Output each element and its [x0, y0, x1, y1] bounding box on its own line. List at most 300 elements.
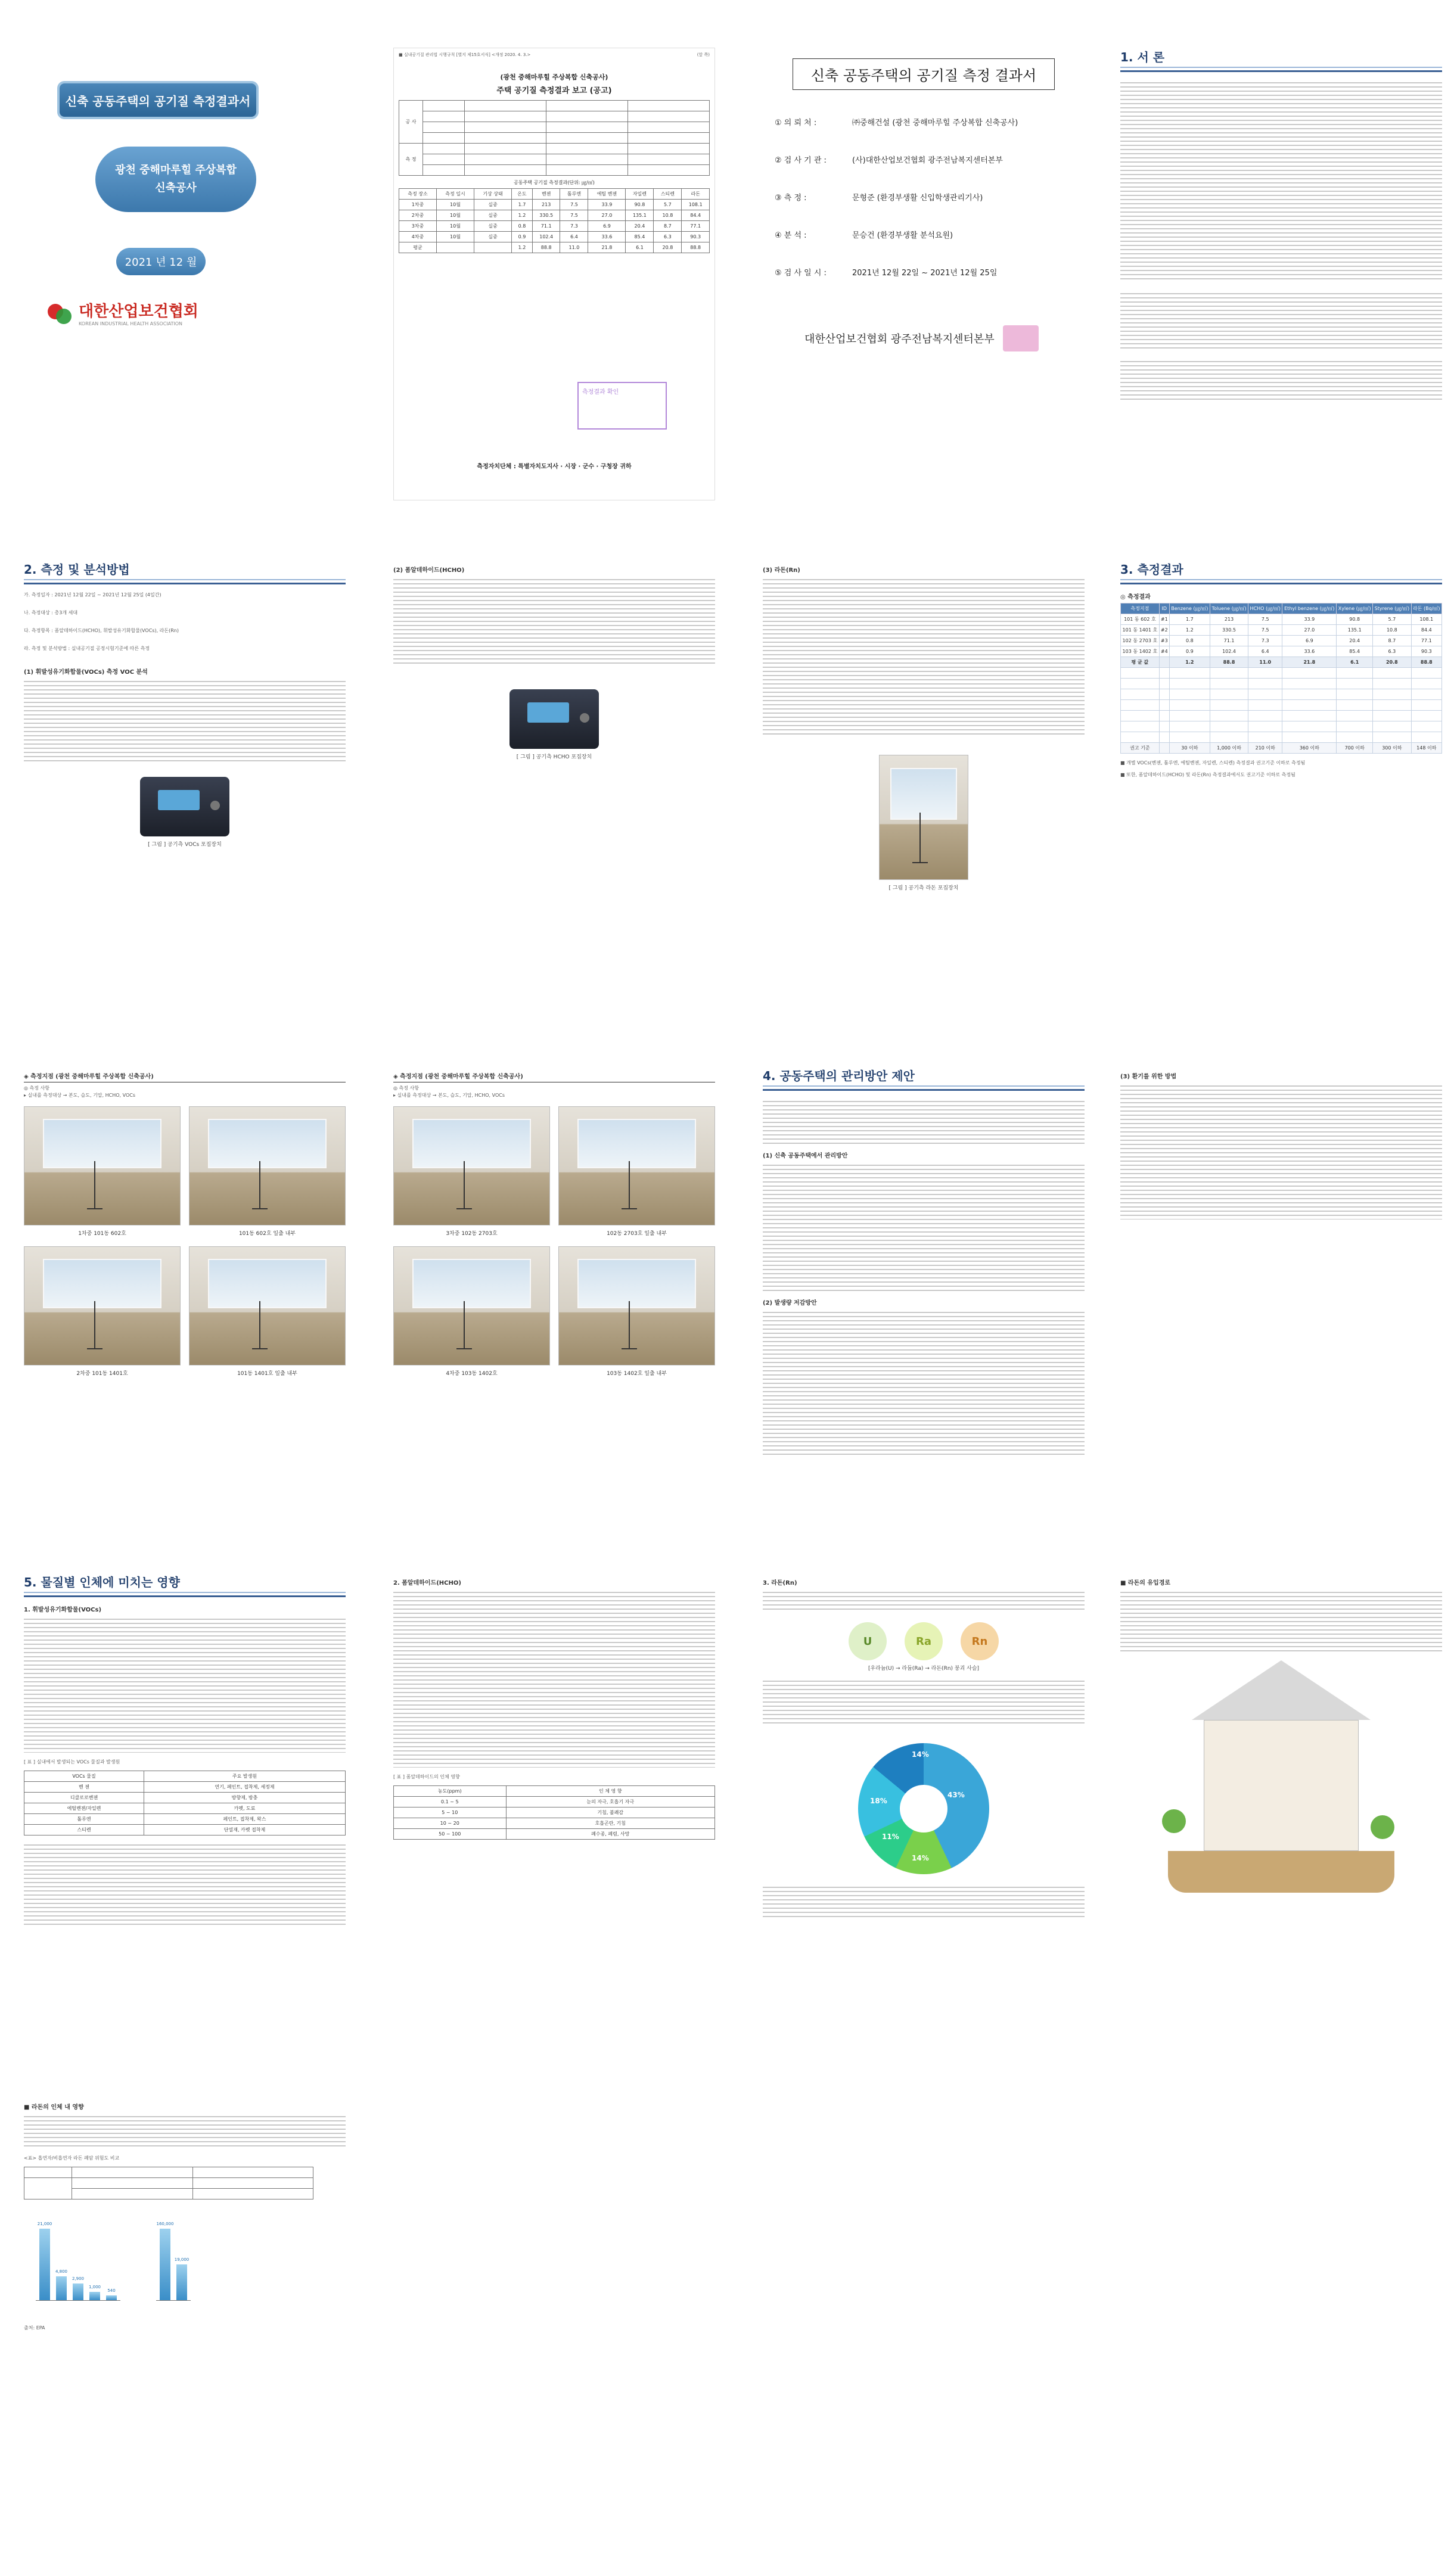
bar-label: 2,900 — [72, 2276, 85, 2281]
hcho-sampler-image — [509, 689, 599, 749]
radon-body-3 — [763, 1884, 1085, 1919]
photo-caption — [393, 1229, 550, 1237]
method-item: 다. 측정항목 : 폼알데하이드(HCHO), 휘발성유기화합물(VOCs), 라돈(Rn) — [24, 628, 179, 633]
management-page — [763, 1066, 1085, 1519]
cell: 88.8 — [1411, 657, 1441, 668]
photo-cell — [558, 1106, 715, 1237]
cell: 7.5 — [1248, 614, 1282, 625]
section-title — [24, 1573, 346, 1597]
table-row — [394, 1829, 715, 1840]
col-header: 벤젠 — [532, 189, 560, 200]
section-title — [1120, 48, 1442, 72]
cell: 88.8 — [682, 242, 710, 253]
col-header: 에틸 벤젠 — [588, 189, 626, 200]
cell: 실중 — [474, 210, 511, 221]
radon-exposure-donut — [858, 1743, 989, 1874]
photos-title: ◈ 측정지점 (광천 중해마루힐 주상복합 신축공사) — [393, 1071, 715, 1082]
cell — [474, 242, 511, 253]
caption-part: 3차중 — [446, 1231, 460, 1237]
caption-part: 4차중 — [446, 1371, 460, 1377]
photo-grid — [393, 1106, 715, 1377]
cell: 카펫, 도료 — [144, 1803, 346, 1814]
standard-row — [1121, 743, 1442, 754]
form-footer: 측정자치단체 : 특별자치도지사 · 시장 · 군수 · 구청장 귀하 — [477, 463, 632, 470]
cell: 11.0 — [560, 242, 588, 253]
cell: 102 동 2703 호 — [1121, 636, 1160, 646]
ventilation-page — [1120, 1066, 1442, 1519]
col-header: Benzene (㎍/㎥) — [1169, 603, 1210, 614]
cell: 평균 — [399, 242, 437, 253]
intro-body — [1120, 79, 1442, 282]
cell: #4 — [1159, 646, 1169, 657]
cell: 135.1 — [626, 210, 654, 221]
result-cover-page — [763, 48, 1085, 500]
caption-part: 102동 2703호 — [461, 1231, 498, 1237]
cell: 108.1 — [682, 200, 710, 210]
association-logo-icon — [48, 300, 73, 325]
form-top-note: ■ 실내공기질 관리법 시행규칙 [별지 제15호서식] <개정 2020. 4. 3.> — [399, 52, 531, 57]
cell: 실중 — [474, 232, 511, 242]
hcho-effects-table — [393, 1785, 715, 1840]
cell: 5.7 — [654, 200, 682, 210]
hcho-title: (2) 폼알데하이드(HCHO) — [393, 567, 465, 574]
mgmt-body — [763, 1162, 1085, 1293]
cell: 1.2 — [511, 242, 532, 253]
table-row — [24, 1803, 346, 1814]
ventilation-body — [1120, 1082, 1442, 1219]
cell: 에틸벤젠/자일렌 — [24, 1803, 144, 1814]
donut-label: 18% — [870, 1797, 887, 1805]
cell: 148 이하 — [1411, 743, 1441, 754]
cell: 0.9 — [1169, 646, 1210, 657]
figure-caption: [ 그림 ] 공기측 라돈 포집장치 — [888, 885, 959, 891]
cell: #2 — [1159, 625, 1169, 636]
cell: 벤 젠 — [24, 1782, 144, 1793]
cell: 폐수종, 폐렴, 사망 — [506, 1829, 714, 1840]
cell: 33.9 — [588, 200, 626, 210]
col-header: 자일렌 — [626, 189, 654, 200]
cell: 톨루엔 — [24, 1814, 144, 1825]
risk-bars-nonsmoker — [156, 2223, 191, 2301]
cell: 300 이하 — [1373, 743, 1412, 754]
org-name: 대한산업보건협회 — [79, 303, 198, 321]
bar — [72, 2276, 85, 2300]
results-note: ■ 또한, 폼알데하이드(HCHO) 및 라돈(Rn) 측정결과에서도 권고기준 이하로 측정됨 — [1120, 772, 1295, 777]
section-title — [1120, 560, 1442, 584]
stamp-text: 측정결과 확인 — [582, 389, 619, 396]
cell: 1.2 — [511, 210, 532, 221]
cover-subtitle — [95, 147, 256, 212]
section-title-text: 5. 물질별 인체에 미치는 영향 — [24, 1575, 180, 1589]
cell: 84.4 — [682, 210, 710, 221]
site-photo — [24, 1106, 181, 1225]
radon-title: 3. 라돈(Rn) — [763, 1580, 797, 1586]
cell: 330.5 — [1210, 625, 1248, 636]
section-title — [24, 560, 346, 584]
cell: 33.9 — [1282, 614, 1337, 625]
vocs-sampler-image — [140, 777, 229, 836]
table-row — [399, 242, 710, 253]
col-header: VOCs 물질 — [24, 1771, 144, 1782]
table-row — [1121, 636, 1442, 646]
method-item: 가. 측정일자 : 2021년 12월 22일 ~ 2021년 12월 25일 (4일간) — [24, 592, 161, 598]
info-key: ⑤ 검 사 일 시 : — [775, 269, 827, 278]
intro-body-2 — [1120, 290, 1442, 350]
smoker-risk-table — [24, 2167, 313, 2199]
table-row — [1121, 614, 1442, 625]
info-row — [775, 229, 1085, 240]
cell: 10.8 — [654, 210, 682, 221]
health-body-2 — [24, 1841, 346, 1925]
donut-label: 11% — [882, 1833, 899, 1841]
site-photo — [393, 1106, 550, 1225]
table-row — [399, 210, 710, 221]
cover-page — [24, 48, 346, 500]
bar-label: 1,000 — [88, 2285, 101, 2289]
caption-part: 101동 1401호 — [92, 1371, 128, 1377]
bar-label: 4,800 — [55, 2269, 68, 2274]
cover-subtitle-line1: 광천 중해마루힐 주상복합 — [115, 164, 237, 176]
table-row — [24, 1782, 346, 1793]
cell: 90.8 — [626, 200, 654, 210]
form-results-table — [399, 188, 710, 253]
cell: 실중 — [474, 200, 511, 210]
mgmt-subhead: (1) 신축 공동주택에서 관리방안 — [763, 1153, 848, 1159]
caption-part: 101동 602호 — [94, 1231, 126, 1237]
photos-line: ◎ 측정 사항 — [393, 1085, 419, 1091]
cell: 0.8 — [1169, 636, 1210, 646]
photo-caption: 102동 2703호 일출 내부 — [607, 1231, 667, 1237]
cell: 연기, 페인트, 접착제, 세정제 — [144, 1782, 346, 1793]
photo-caption — [393, 1369, 550, 1377]
radon-method-page — [763, 560, 1085, 1013]
info-row — [775, 191, 1085, 203]
cell: 호흡곤란, 기침 — [506, 1818, 714, 1829]
radon-entry-subhead: ■ 라돈의 유입경로 — [1120, 1580, 1171, 1586]
cell: 6.3 — [1373, 646, 1412, 657]
cell: 1,000 이하 — [1210, 743, 1248, 754]
bar — [106, 2288, 117, 2300]
cell: 6.1 — [626, 242, 654, 253]
photo-caption — [24, 1229, 181, 1237]
mgmt-subhead: (2) 발생량 저감방안 — [763, 1300, 817, 1306]
official-stamp — [577, 382, 667, 430]
col-header: 주요 발생원 — [144, 1771, 346, 1782]
cell: 90.3 — [682, 232, 710, 242]
table-row — [394, 1818, 715, 1829]
house-radon-entry-illustration — [1156, 1660, 1406, 1911]
cell: 360 이하 — [1282, 743, 1337, 754]
table-row — [1121, 646, 1442, 657]
bar-label: 19,000 — [174, 2257, 189, 2262]
photos-title: ◈ 측정지점 (광천 중해마루힐 주상복합 신축공사) — [24, 1071, 346, 1082]
cell: 6.3 — [654, 232, 682, 242]
cell: 77.1 — [682, 221, 710, 232]
photo-caption: 103동 1402호 일출 내부 — [607, 1371, 667, 1377]
cell: 0.9 — [511, 232, 532, 242]
photo-cell — [393, 1246, 550, 1377]
health-subhead: 1. 휘발성유기화합물(VOCs) — [24, 1607, 102, 1613]
form-page-marker: (앞 쪽) — [697, 52, 710, 57]
cell: 27.0 — [1282, 625, 1337, 636]
cell: 101 동 602 호 — [1121, 614, 1160, 625]
cell: 213 — [532, 200, 560, 210]
cell: #3 — [1159, 636, 1169, 646]
cell: 700 이하 — [1337, 743, 1373, 754]
table-row — [24, 1793, 346, 1803]
info-row — [775, 266, 1085, 278]
cell: 88.8 — [1210, 657, 1248, 668]
method-item: 나. 측정대상 : 총3개 세대 — [24, 610, 78, 615]
cell: 10 ~ 20 — [394, 1818, 507, 1829]
cell: 21.8 — [1282, 657, 1337, 668]
cell: 10월 — [436, 232, 474, 242]
table-row — [394, 1797, 715, 1807]
photos-page-1 — [24, 1066, 346, 1519]
donut-label: 14% — [912, 1750, 929, 1759]
cell: 103 동 1402 호 — [1121, 646, 1160, 657]
cell: 7.3 — [560, 221, 588, 232]
table-title: [ 표 ] 폼알데하이드의 인체 영향 — [393, 1774, 460, 1779]
cell: 330.5 — [532, 210, 560, 221]
photo-cell — [189, 1106, 346, 1237]
info-value: 2021년 12월 22일 ~ 2021년 12월 25일 — [852, 269, 998, 278]
cell: 33.6 — [588, 232, 626, 242]
bar — [88, 2285, 101, 2300]
method-item: 라. 측정 및 분석방법 : 실내공기질 공정시험기준에 따른 측정 — [24, 646, 150, 651]
health-body — [24, 1616, 346, 1753]
cell: 단열재, 카펫 접착제 — [144, 1825, 346, 1835]
cell: 디클로로벤젠 — [24, 1793, 144, 1803]
org-label: 대한산업보건협회 광주전남복지센터본부 — [804, 333, 995, 346]
col-header: 인 체 영 향 — [506, 1786, 714, 1797]
cell: 20.8 — [1373, 657, 1412, 668]
cell: 85.4 — [626, 232, 654, 242]
photo-cell — [189, 1246, 346, 1377]
form-title: 주택 공기질 측정결과 보고 (공고) — [496, 86, 612, 95]
cell: 10월 — [436, 200, 474, 210]
report-form-page — [393, 48, 715, 500]
vocs-source-table — [24, 1771, 346, 1835]
bar — [156, 2222, 174, 2300]
cell: 2차중 — [399, 210, 437, 221]
cell: 8.7 — [1373, 636, 1412, 646]
table-row — [24, 1771, 346, 1782]
section-title-text: 2. 측정 및 분석방법 — [24, 562, 130, 577]
section-title-text: 3. 측정결과 — [1120, 562, 1183, 577]
table-row — [24, 1814, 346, 1825]
method-page — [24, 560, 346, 1013]
cell: 10.8 — [1373, 625, 1412, 636]
cell: 33.6 — [1282, 646, 1337, 657]
photo-cell — [558, 1246, 715, 1377]
col-header: 라돈 (Bq/㎥) — [1411, 603, 1441, 614]
cell — [1159, 657, 1169, 668]
info-value: (사)대한산업보건협회 광주전남복지센터본부 — [852, 156, 1003, 165]
table-row — [399, 232, 710, 242]
cell: 210 이하 — [1248, 743, 1282, 754]
cover-subtitle-line2: 신축공사 — [155, 182, 197, 194]
cover-logo — [48, 299, 346, 326]
col-header: Ethyl benzene (㎍/㎥) — [1282, 603, 1337, 614]
section-title — [763, 1066, 1085, 1091]
section-title-text: 4. 공동주택의 관리방안 제안 — [763, 1069, 915, 1083]
cell: 5.7 — [1373, 614, 1412, 625]
col-header: ID — [1159, 603, 1169, 614]
info-key: ③ 측 정 : — [775, 194, 807, 203]
cell: 실중 — [474, 221, 511, 232]
info-value: 문형준 (환경부생활 신입학생관리기사) — [852, 194, 983, 203]
cell: 기침, 불쾌감 — [506, 1807, 714, 1818]
mgmt-body — [763, 1309, 1085, 1458]
result-title: 신축 공동주택의 공기질 측정 결과서 — [793, 58, 1055, 90]
caption-part: 103동 1402호 — [461, 1371, 498, 1377]
cell: 90.3 — [1411, 646, 1441, 657]
photos-line: ▸ 실내를 측정대상 → 본도, 습도, 기압, HCHO, VOCs — [24, 1093, 135, 1098]
cell: 27.0 — [588, 210, 626, 221]
donut-label: 14% — [912, 1854, 929, 1862]
col-header: Toluene (㎍/㎥) — [1210, 603, 1248, 614]
bar — [55, 2269, 68, 2300]
col-header: 톨루엔 — [560, 189, 588, 200]
cell: 213 — [1210, 614, 1248, 625]
form-info-table: 공 사 측 정 — [399, 100, 710, 176]
intro-body-3 — [1120, 358, 1442, 400]
info-key: ④ 분 석 : — [775, 231, 807, 240]
cell: 10월 — [436, 210, 474, 221]
cell: 6.4 — [560, 232, 588, 242]
table-row — [394, 1786, 715, 1797]
bar-label: 160,000 — [156, 2222, 174, 2226]
table-row — [394, 1807, 715, 1818]
info-value: ㈜중해건설 (광천 중해마루힐 주상복합 신축공사) — [852, 119, 1018, 127]
info-value: 문승건 (환경부생활 분석요원) — [852, 231, 953, 240]
col-header: 측정지점 — [1121, 603, 1160, 614]
photos-line: ◎ 측정 사항 — [24, 1085, 49, 1091]
radon-health-subhead: ■ 라돈의 인체 내 영향 — [24, 2104, 84, 2111]
radon-sampler-photo — [879, 755, 968, 880]
risk-bar-charts — [24, 2223, 346, 2301]
radon-body-2 — [763, 1678, 1085, 1725]
hcho-method-page — [393, 560, 715, 1013]
results-table — [1120, 603, 1442, 754]
cell: 7.5 — [560, 200, 588, 210]
hcho-body — [393, 576, 715, 665]
cell: 102.4 — [1210, 646, 1248, 657]
bar — [37, 2222, 52, 2300]
uranium-icon: U — [849, 1622, 887, 1660]
cell: 21.8 — [588, 242, 626, 253]
cell: 7.5 — [1248, 625, 1282, 636]
decay-caption: [우라늄(U) → 라듐(Ra) → 라돈(Rn) 붕괴 사슬] — [868, 1666, 980, 1672]
radium-icon: Ra — [905, 1622, 943, 1660]
info-key: ② 검 사 기 관 : — [775, 156, 827, 165]
caption-part: 2차중 — [76, 1371, 91, 1377]
photo-caption: 101동 602호 일출 내부 — [238, 1231, 296, 1237]
method-subhead: (1) 휘발성유기화합물(VOCs) 측정 VOC 분석 — [24, 669, 148, 676]
intro-page — [1120, 48, 1442, 500]
table-title: [ 표 ] 실내에서 발생되는 VOCs 물질과 발생원 — [24, 1759, 120, 1765]
cell: 7.3 — [1248, 636, 1282, 646]
photo-caption — [24, 1369, 181, 1377]
site-photo — [189, 1106, 346, 1225]
org-english: KOREAN INDUSTRIAL HEALTH ASSOCIATION — [79, 321, 183, 326]
cell: 8.7 — [654, 221, 682, 232]
cell: 135.1 — [1337, 625, 1373, 636]
cell: 페인트, 접착제, 왁스 — [144, 1814, 346, 1825]
site-photo — [393, 1246, 550, 1365]
col-header: Styrene (㎍/㎥) — [1373, 603, 1412, 614]
photo-cell — [24, 1106, 181, 1237]
photos-line: ▸ 실내를 측정대상 → 본도, 습도, 기압, HCHO, VOCs — [393, 1093, 505, 1098]
cell: 84.4 — [1411, 625, 1441, 636]
cell: 30 이하 — [1169, 743, 1210, 754]
cell: 5 ~ 10 — [394, 1807, 507, 1818]
radon-entry-body — [1120, 1589, 1442, 1654]
rn-method-body — [763, 576, 1085, 737]
caption-part: 1차중 — [78, 1231, 92, 1237]
radon-body — [763, 1589, 1085, 1613]
method-body — [24, 678, 346, 761]
radon-page — [763, 1573, 1085, 2026]
col-header: 온도 — [511, 189, 532, 200]
table-title: <표> 흡연자/비흡연자 라돈 폐암 위험도 비교 — [24, 2155, 120, 2161]
results-subhead: ◎ 측정결과 — [1120, 594, 1151, 601]
photo-grid — [24, 1106, 346, 1377]
cell — [436, 242, 474, 253]
ventilation-subhead: (3) 환기를 위한 방법 — [1120, 1074, 1177, 1080]
col-header: Xylene (㎍/㎥) — [1337, 603, 1373, 614]
photo-cell — [393, 1106, 550, 1237]
cell: 권고 기준 — [1121, 743, 1160, 754]
table-row — [24, 1825, 346, 1835]
cell: 1.2 — [1169, 625, 1210, 636]
figure-caption: [ 그림 ] 공기측 HCHO 포집장치 — [516, 754, 592, 760]
cell: 1.7 — [511, 200, 532, 210]
cell: 6.9 — [588, 221, 626, 232]
info-key: ① 의 뢰 처 : — [775, 119, 817, 127]
radon-icon: Rn — [961, 1622, 999, 1660]
section-title-text: 1. 서 론 — [1120, 50, 1165, 64]
mgmt-body — [763, 1098, 1085, 1146]
photos-page-2 — [393, 1066, 715, 1519]
source-note: 출처: EPA — [24, 2325, 45, 2331]
col-header: 측정 일시 — [436, 189, 474, 200]
photo-cell — [24, 1246, 181, 1377]
cell: 77.1 — [1411, 636, 1441, 646]
col-header: 라돈 — [682, 189, 710, 200]
table-row — [1121, 625, 1442, 636]
bar-label: 21,000 — [37, 2222, 52, 2226]
cell: 1.7 — [1169, 614, 1210, 625]
cover-title: 신축 공동주택의 공기질 측정결과서 — [60, 83, 256, 117]
cell: 101 동 1401 호 — [1121, 625, 1160, 636]
cell: 7.5 — [560, 210, 588, 221]
col-header: 측정 장소 — [399, 189, 437, 200]
cell: 눈의 자극, 호흡기 자극 — [506, 1797, 714, 1807]
form-subtitle: (광천 중해마루힐 주상복합 신축공사) — [500, 73, 608, 81]
figure-caption: [ 그림 ] 공기측 VOCs 포집장치 — [148, 842, 222, 848]
cell: 71.1 — [1210, 636, 1248, 646]
cell: 3차중 — [399, 221, 437, 232]
bar-label: 540 — [107, 2288, 116, 2293]
cell: 6.1 — [1337, 657, 1373, 668]
cell: 0.1 ~ 5 — [394, 1797, 507, 1807]
bar — [174, 2257, 189, 2300]
col-header: HCHO (㎍/㎥) — [1248, 603, 1282, 614]
risk-bars-smoker — [36, 2223, 120, 2301]
radon-entry-page — [1120, 1573, 1442, 2026]
